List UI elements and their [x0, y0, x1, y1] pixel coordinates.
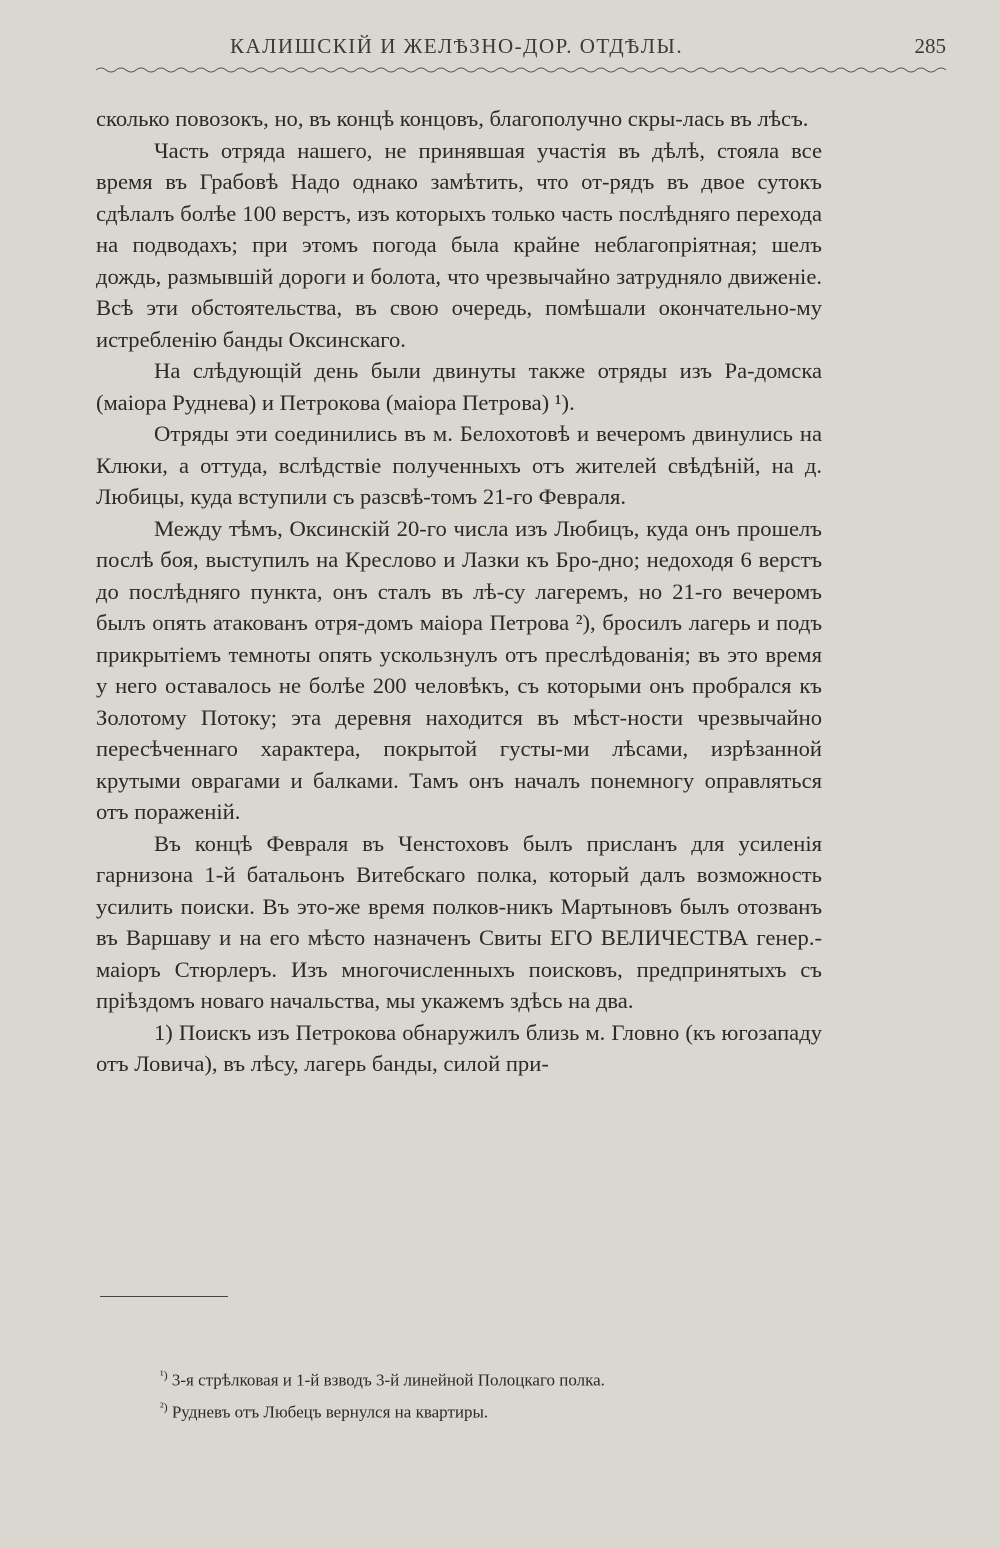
page-header — [96, 34, 946, 64]
footnote-marker: ²) — [160, 1399, 168, 1414]
header-wavy-rule — [96, 66, 946, 74]
footnote-text: 3-я стрѣлковая и 1-й взводъ 3-й линейной Полоцкаго полка. — [171, 1370, 605, 1390]
footnote-2 — [160, 1394, 820, 1426]
footnote-rule — [100, 1296, 228, 1297]
paragraph: 1) Поискъ изъ Петрокова обнаружилъ близь м. Гловно (къ югозападу отъ Ловича), въ лѣсу, лагерь банды, силой при- — [96, 1019, 822, 1076]
paragraph: Часть отряда нашего, не принявшая участія въ дѣлѣ, стояла все время въ Грабовѣ Надо однако замѣтить, что от-рядъ въ двое сутокъ сдѣлалъ болѣе 100 верстъ, изъ которыхъ только часть послѣдняго перехода на подводахъ; при этомъ погода была крайне неблагопріятная; шелъ дождь, размывшій дороги и болота, что чрезвычайно затрудняло движеніе. Всѣ эти обстоятельства, въ свою очередь, помѣшали окончательно-му истребленію банды Оксинскаго. — [96, 137, 822, 352]
paragraph: На слѣдующій день были двинуты также отряды изъ Ра-домска (маіора Руднева) и Петрокова (маіора Петрова) ¹). — [96, 358, 822, 415]
paragraph: Между тѣмъ, Оксинскій 20-го числа изъ Любицъ, куда онъ прошелъ послѣ боя, выступилъ на Креслово и Лазки къ Бро-дно; недоходя 6 верстъ до послѣдняго пункта, онъ сталъ въ лѣ-су лагеремъ, но 21-го вечеромъ былъ опять атакованъ отря-домъ маіора Петрова ²), бросилъ лагерь и подъ прикрытіемъ темноты опять ускользнулъ отъ преслѣдованія; въ это время у него оставалось не болѣе 200 человѣкъ, съ которыми онъ пробрался къ Золотому Потоку; эта деревня находится въ мѣст-ности чрезвычайно пересѣченнаго характера, покрытой густы-ми лѣсами, изрѣзанной крутыми оврагами и балками. Тамъ онъ началъ понемногу оправляться отъ пораженій. — [96, 515, 822, 824]
footnote-text: Рудневъ отъ Любецъ вернулся на квартиры. — [171, 1402, 489, 1422]
footnote-marker: ¹) — [160, 1368, 168, 1382]
footnotes — [160, 1362, 820, 1425]
page-number: 285 — [914, 34, 946, 58]
paragraph: Отряды эти соединились въ м. Белохотовѣ и вечеромъ двинулись на Клюки, а оттуда, вслѣдствіе полученныхъ отъ жителей свѣдѣній, на д. Любицы, куда вступили съ разсвѣ-томъ 21-го Февраля. — [96, 421, 822, 509]
footnote-1 — [160, 1362, 820, 1394]
running-title: КАЛИШСКІЙ И ЖЕЛѢЗНО-ДОР. ОТДѢЛЫ. — [230, 34, 684, 58]
paragraph: Въ концѣ Февраля въ Ченстоховъ былъ присланъ для усиленія гарнизона 1-й батальонъ Витебскаго полка, который далъ возможность усилить поиски. Въ это-же время полков-никъ Мартыновъ былъ отозванъ въ Варшаву и на его мѣсто назначенъ Свиты ЕГО ВЕЛИЧЕСТВА генер.-маіоръ Стюрлеръ. Изъ многочисленныхъ поисковъ, предпринятыхъ съ пріѣздомъ новаго начальства, мы укажемъ здѣсь на два. — [96, 830, 822, 1013]
body-text — [96, 103, 822, 1080]
paragraph: сколько повозокъ, но, въ концѣ концовъ, благополучно скры-лась въ лѣсъ. — [96, 106, 809, 131]
